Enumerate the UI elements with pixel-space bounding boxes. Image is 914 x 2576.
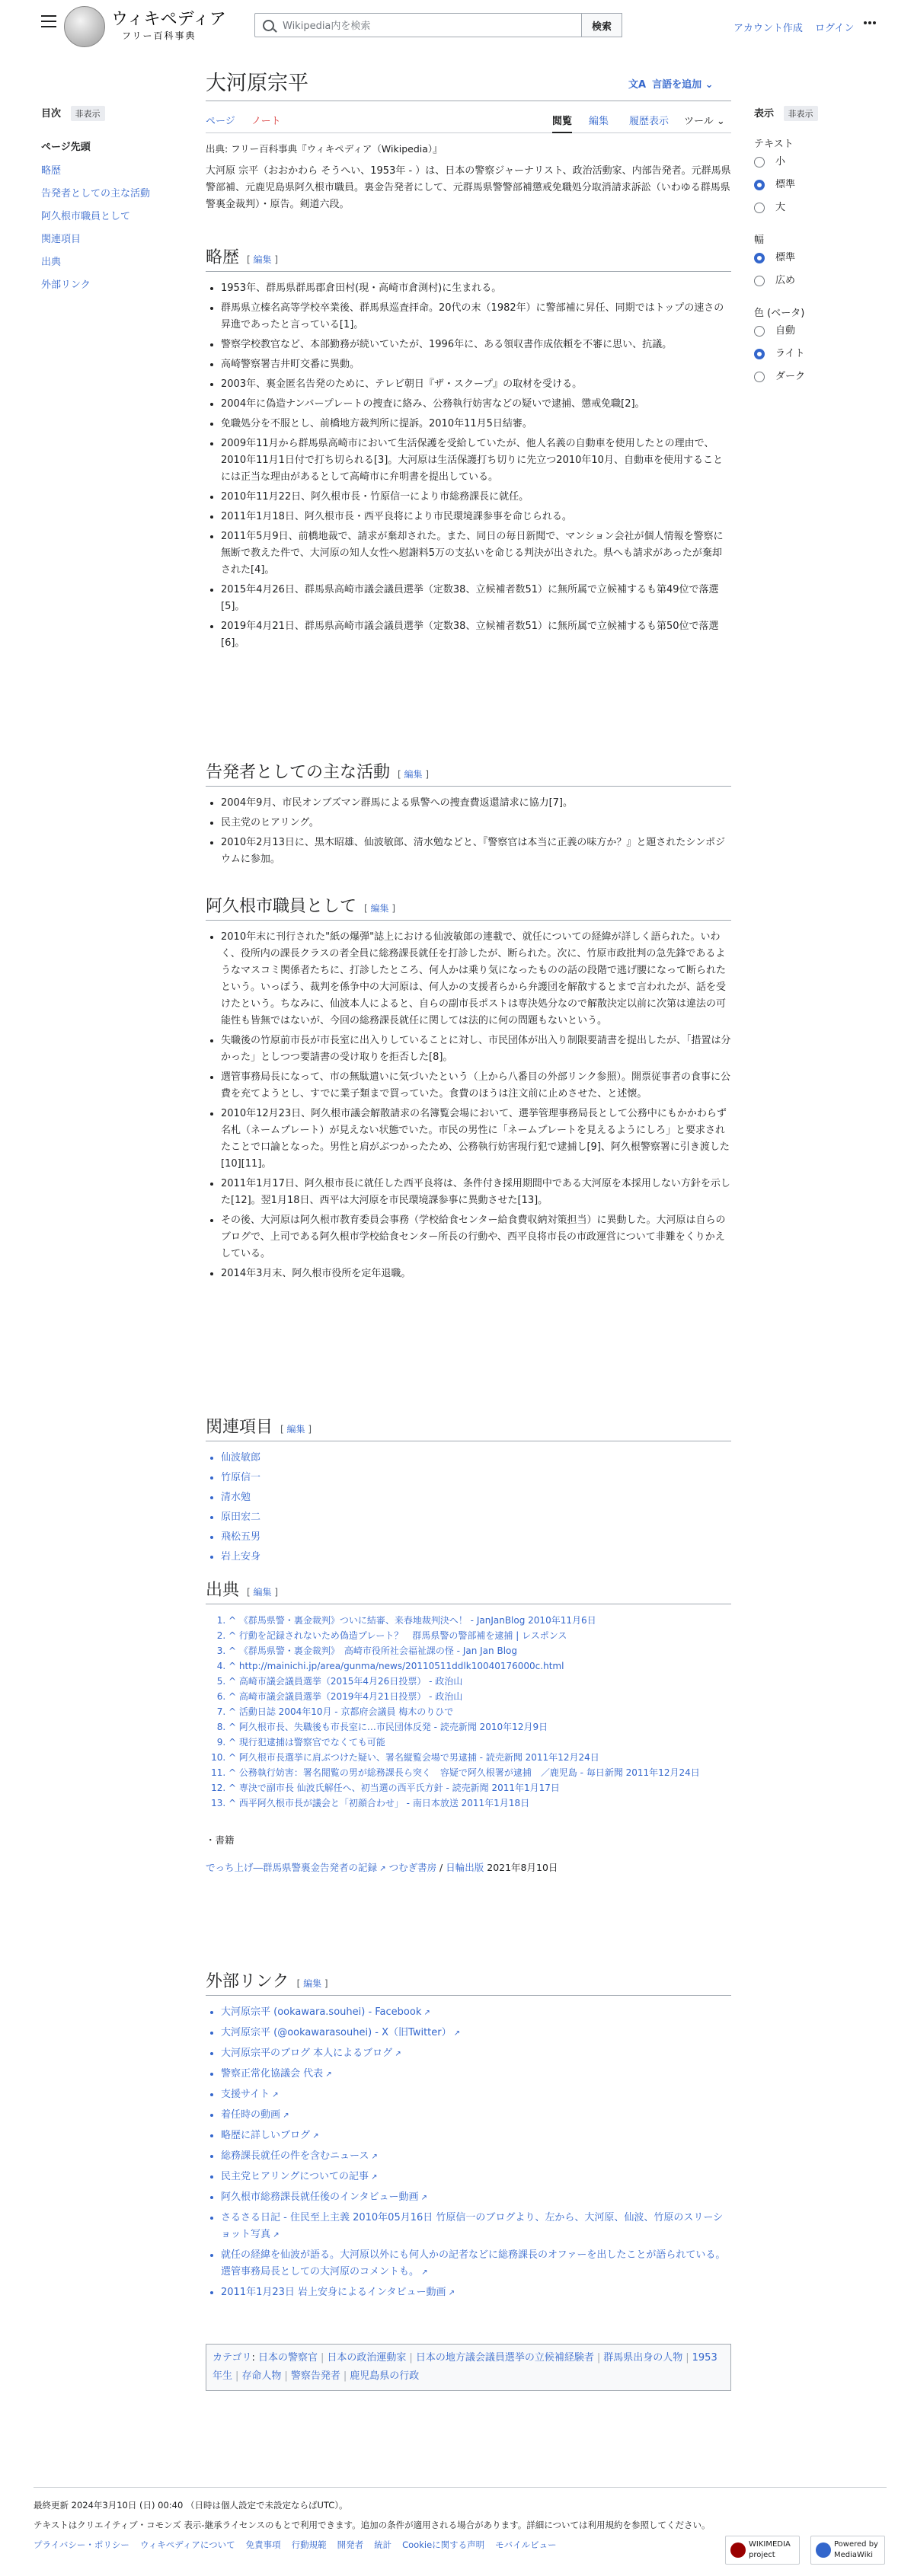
category-link[interactable]: 日本の地方議会議員選挙の立候補経験者 (415, 2352, 594, 2364)
add-language-button[interactable]: 文A 言語を追加 ⌄ (628, 79, 714, 91)
list-item: • 民主党のヒアリング。 (221, 815, 731, 832)
external-link[interactable]: • 大河原宗平 (ookawara.souhei) - Facebook ↗ (221, 2004, 731, 2022)
footer-link[interactable]: モバイルビュー (495, 2539, 557, 2550)
tab-tools[interactable]: ツール ⌄ (684, 116, 725, 127)
list-item: • 2010年2月13日に、黒木昭雄、仙波敏郎、清水勉などと、『警察官は本当に正義の味方か？』と題されたシンポジウムに参加。 (221, 835, 731, 868)
edit-section-link[interactable]: 編集 (303, 1978, 322, 1989)
text-size-small-option[interactable]: 小 (754, 151, 891, 174)
books-block: ・書籍 でっち上げ―群馬県警裏金告発者の記録 ↗ つむぎ書房 / 日輪出版 2021年8月10日 (206, 1832, 731, 1878)
reference-item[interactable]: 9. ^ 現行犯逮捕は警察官でなくても可能 (228, 1735, 731, 1750)
wikimedia-badge[interactable]: WIKIMEDIA project (725, 2536, 800, 2565)
list-item: • 2011年1月17日、阿久根市長に就任した西平良将は、条件付き採用期間中である大河原を本採用しない方針を示した[12]。翌1月18日、西平は大河原を市民環境課参事に異動させた[13]。 (221, 1176, 731, 1209)
list-item: • 群馬県立榛名高等学校卒業後、群馬県巡査拝命。20代の末（1982年）に警部補に昇任、同期ではトップの速さの昇進であったと言っている[1]。 (221, 300, 731, 334)
radio-icon[interactable] (754, 276, 765, 286)
radio-selected-icon[interactable] (754, 253, 765, 263)
appearance-title: 表示 (754, 108, 775, 120)
reference-item[interactable]: 5. ^ 高崎市議会議員選挙（2015年4月26日投票） - 政治山 (228, 1674, 731, 1689)
intro-paragraph: 大河原 宗平（おおかわら そうへい、1953年 - ）は、日本の警察ジャーナリスト、政治活動家、内部告発者。元群馬県警部補、元鹿児島県阿久根市職員。裏金告発者にして、元群馬県警警部補懲戒免職処分取消請求訴訟（いわゆる群馬県警裏金裁判）・原告。剣道六段。 (206, 165, 731, 210)
reference-item[interactable]: 13. ^ 西平阿久根市長が議会と「初顔合わせ」 - 南日本放送 2011年1月18日 (228, 1796, 731, 1811)
site-header (0, 0, 914, 50)
reference-item[interactable]: 3. ^ 《群馬県警・裏金裁判》 高崎市役所社会福祉課の怪 - Jan Jan Blog (228, 1643, 731, 1658)
related-link[interactable]: • 飛松五男 (221, 1529, 731, 1546)
category-separator: | (235, 2370, 239, 2382)
table-of-contents (41, 105, 186, 297)
career-list (206, 280, 731, 655)
list-item: • 1953年、群馬県群馬郡倉田村(現・高崎市倉渕村)に生まれる。 (221, 280, 731, 297)
reference-item[interactable]: 4. ^ http://mainichi.jp/area/gunma/news/20110511ddlk10040176000c.html (228, 1658, 731, 1674)
footer-link[interactable]: Cookieに関する声明 (402, 2539, 485, 2550)
book-date: 2021年8月10日 (487, 1862, 558, 1873)
edit-section-link[interactable]: 編集 (253, 254, 272, 265)
list-item: • 2019年4月21日、群馬県高崎市議会議員選挙（定数38、立候補者数51）に無所属で立候補するも第50位で落選[6]。 (221, 618, 731, 652)
book-publisher-link[interactable]: 日輪出版 (446, 1862, 484, 1873)
page-title: 大河原宗平 (206, 72, 308, 95)
mediawiki-badge[interactable]: Powered by MediaWiki (810, 2536, 885, 2565)
list-item: • 2010年12月23日、阿久根市議会解散請求の名簿覧会場において、選挙管理事務局長として公務中にもかかわらず名札（ネームプレート）が見えない状態でいた。市民の男性に「ネームプレートを見えるようにしろ」と要求されたことで口論となった。男性と肩がぶつかったため、公務執行妨害現行犯で逮捕し[9]、阿久根警察署に引き渡した[10][11]。 (221, 1106, 731, 1173)
mediawiki-logo-icon (816, 2542, 831, 2558)
tab-article[interactable]: ページ (206, 116, 235, 127)
tab-history[interactable]: 履歴表示 (629, 116, 670, 127)
reference-item[interactable]: 12. ^ 専決で副市長 仙波氏解任へ、初当選の西平氏方針 - 読売新聞 2011年1月17日 (228, 1780, 731, 1796)
section-heading-whistleblower: 告発者としての主な活動 [ 編集 ] (206, 760, 731, 787)
category-box: カテゴリ: 日本の警察官 | 日本の政治運動家 | 日本の地方議会議員選挙の立候補経験者 | 群馬県出身の人物 | 1953年生 | 存命人物 | 警察告発者 | 鹿児島県の行政 (206, 2344, 731, 2391)
category-link[interactable]: 日本の政治運動家 (327, 2352, 407, 2364)
wikimedia-logo-icon (730, 2542, 746, 2558)
toc-hide-button[interactable]: 非表示 (71, 106, 105, 121)
footer-link[interactable]: 行動規範 (291, 2539, 327, 2550)
search-box (254, 13, 582, 37)
reference-list (206, 1613, 731, 1811)
page-tabs (206, 108, 731, 133)
external-link[interactable]: • 警察正常化協議会 代表 ↗ (221, 2066, 731, 2083)
category-separator: | (409, 2352, 413, 2364)
toc-title: 目次 (41, 108, 62, 120)
whistleblower-list (206, 795, 731, 871)
reference-item[interactable]: 11. ^ 公務執行妨害：署名閲覧の男が総務課長ら突く 容疑で阿久根署が逮捕 ／鹿児島 - 毎日新聞 2011年12月24日 (228, 1765, 731, 1780)
category-link[interactable]: 存命人物 (241, 2370, 282, 2382)
list-item: • 2004年9月、市民オンブズマン群馬による県警への捜査費返還請求に協力[7]。 (221, 795, 731, 812)
text-size-large-option[interactable]: 大 (754, 196, 891, 219)
reference-item[interactable]: 10. ^ 阿久根市長選挙に肩ぶつけた疑い、署名縦覧会場で男逮捕 - 読売新聞 2011年12月24日 (228, 1750, 731, 1765)
radio-selected-icon[interactable] (754, 180, 765, 190)
list-item: • 2014年3月末、阿久根市役所を定年退職。 (221, 1266, 731, 1282)
license-notice: テキストはクリエイティブ・コモンズ 表示-継承ライセンスのもとで利用できます。追加の条件が適用される場合があります。詳細については利用規約を参照してください。 (34, 2520, 711, 2530)
reference-item[interactable]: 2. ^ 行動を記録されないため偽造プレート？ 群馬県警の警部補を逮捕 | レスポンス (228, 1628, 731, 1643)
toc-item-top[interactable]: ページ先頭 (41, 142, 91, 153)
search-button[interactable]: 検索 (581, 13, 622, 37)
external-link[interactable]: • 阿久根市総務課長就任後のインタビュー動画 ↗ (221, 2189, 731, 2207)
list-item: • 高崎警察署吉井町交番に異動。 (221, 356, 731, 373)
books-label: 書籍 (215, 1834, 235, 1846)
list-item: • 2004年に偽造ナンバープレートの捜査に絡み、公務執行妨害などの疑いで逮捕、懲戒免職[2]。 (221, 396, 731, 413)
text-size-label: テキスト (754, 139, 794, 150)
logo-subtitle: フリー百科事典 (122, 30, 197, 41)
book-title-link[interactable]: でっち上げ―群馬県警裏金告発者の記録 ↗ (206, 1862, 386, 1873)
category-separator: | (284, 2370, 288, 2382)
category-separator: | (686, 2352, 689, 2364)
external-link[interactable]: • 民主党ヒアリングについての記事 ↗ (221, 2169, 731, 2186)
width-standard-option[interactable]: 標準 (754, 247, 891, 270)
category-separator: | (596, 2352, 601, 2364)
color-label: 色 (ベータ) (754, 308, 805, 319)
external-links-list (206, 2004, 731, 2305)
radio-selected-icon[interactable] (754, 349, 765, 359)
main-menu-icon[interactable] (41, 15, 56, 27)
toc-item-sources[interactable]: 出典 (41, 257, 62, 268)
footer-link[interactable]: 開発者 (337, 2539, 364, 2550)
related-link[interactable]: • 竹原信一 (221, 1470, 731, 1486)
tab-edit[interactable]: 編集 (589, 116, 609, 127)
list-item: • 2015年4月26日、群馬県高崎市議会議員選挙（定数38、立候補者数51）に無所属で立候補するも第49位で落選[5]。 (221, 582, 731, 615)
toc-item-related[interactable]: 関連項目 (41, 234, 81, 245)
section-heading-related: 関連項目 [ 編集 ] (206, 1415, 731, 1441)
tab-read[interactable]: 閲覧 (552, 113, 572, 133)
section-heading-sources: 出典 [ 編集 ] (206, 1578, 731, 1604)
list-item: • 失職後の竹原前市長が市長室に出入りしていることに対し、市民団体が出入り制限要請書を提出したが、「措置は分かった」としつつ要請書の受け取りを拒否した[8]。 (221, 1033, 731, 1066)
list-item: • 2011年5月9日、前橋地裁で、請求が棄却された。また、同日の毎日新聞で、マンション会社が個人情報を警察に無断で教えた件で、大河原の知人女性へ慰謝料5万の支払いを命じる判決が出された。県へも請求があったが棄却された[4]。 (221, 528, 731, 579)
category-link[interactable]: 群馬県出身の人物 (603, 2352, 683, 2364)
search-icon (263, 20, 274, 31)
radio-icon[interactable] (754, 203, 765, 213)
color-auto-option[interactable]: 自動 (754, 320, 891, 343)
category-separator: | (321, 2352, 324, 2364)
external-link[interactable]: • 略歴に詳しいブログ ↗ (221, 2128, 731, 2145)
section-heading-external: 外部リンク [ 編集 ] (206, 1969, 731, 1996)
akune-list (206, 929, 731, 1285)
external-link[interactable]: • 着任時の動画 ↗ (221, 2107, 731, 2124)
appearance-hide-button[interactable]: 非表示 (784, 106, 818, 121)
list-item: • 警察学校教官など、本部勤務が続いていたが、1996年に、ある領収書作成依頼を不審に思い、抗議。 (221, 337, 731, 353)
toc-item-external[interactable]: 外部リンク (41, 279, 91, 291)
category-link[interactable]: 1953年生 (213, 2352, 717, 2382)
categories-label[interactable]: カテゴリ (213, 2352, 252, 2364)
edit-section-link[interactable]: 編集 (370, 903, 389, 914)
article (206, 69, 731, 2382)
color-light-option[interactable]: ライト (754, 343, 891, 365)
footer-link[interactable]: ウィキペディアについて (139, 2539, 235, 2550)
edit-section-link[interactable]: 編集 (404, 769, 423, 780)
language-icon: 文A (628, 79, 647, 91)
related-link[interactable]: • 岩上安身 (221, 1549, 731, 1566)
toc-item-career[interactable]: 略歴 (41, 165, 62, 177)
reference-item[interactable]: 6. ^ 高崎市議会議員選挙（2019年4月21日投票） - 政治山 (228, 1689, 731, 1704)
related-list (206, 1450, 731, 1569)
category-separator: | (343, 2370, 347, 2382)
footer-link[interactable]: 免責事項 (245, 2539, 281, 2550)
wikipedia-globe-logo[interactable] (64, 6, 105, 47)
source-line: 出典: フリー百科事典『ウィキペディア（Wikipedia）』 (206, 143, 443, 155)
external-link[interactable]: • さるさる日記 - 住民至上主義 2010年05月16日 竹原信一のブログより、左から、大河原、仙波、竹原のスリーショット写真 ↗ (221, 2210, 731, 2244)
section-heading-career: 略歴 [ 編集 ] (206, 245, 731, 272)
book-author-link[interactable]: つむぎ書房 (388, 1862, 437, 1873)
external-link[interactable]: • 支援サイト ↗ (221, 2086, 731, 2104)
edit-section-link[interactable]: 編集 (253, 1587, 272, 1598)
edit-section-link[interactable]: 編集 (286, 1424, 305, 1435)
related-link[interactable]: • 清水勉 (221, 1489, 731, 1506)
width-label: 幅 (754, 235, 765, 246)
external-link[interactable]: • 2011年1月23日 岩上安身によるインタビュー動画 ↗ (221, 2284, 731, 2302)
related-link[interactable]: • 原田宏二 (221, 1509, 731, 1526)
login-link[interactable]: ログイン (815, 23, 855, 34)
external-link[interactable]: • 大河原宗平のブログ 本人によるブログ ↗ (221, 2045, 731, 2063)
reference-item[interactable]: 1. ^ 《群馬県警・裏金裁判》ついに結審、来春地裁判決へ！ - JanJanBlog 2010年11月6日 (228, 1613, 731, 1628)
list-item: • 2003年、裏金匿名告発のために、テレビ朝日『ザ・スクープ』の取材を受ける。 (221, 376, 731, 393)
text-size-standard-option[interactable]: 標準 (754, 174, 891, 196)
width-wide-option[interactable]: 広め (754, 270, 891, 292)
list-item: • 2010年末に刊行された"紙の爆弾"誌上における仙波敏郎の連載で、就任についての経緯が詳しく語られた。いわく、役所内の課長クラスの者全員に総務課長就任を打診したが、断られた。次に、竹原市政批判の急先鋒であるようなマスコミ関係者たちに、打診したところ、何人かは乗り気になったものの話の段階で逃げ腰になって断られたという。いっぽう、裁判を係争中の大河原は、何人かの支援者らから弁護団を解散するとまで言われたが、話を受けたという。ちなみに、仙波本人によると、自らの副市長ポストは専決処分なので解散決定以前に次第は違法の可能性も皆無ではないが、今回の総務課長就任に関しては法的に何の問題もないという。 (221, 929, 731, 1029)
list-item: • 免職処分を不服とし、前橋地方裁判所に提訴。2010年11月5日結審。 (221, 416, 731, 433)
section-heading-akune: 阿久根市職員として [ 編集 ] (206, 894, 731, 921)
logo-title[interactable]: ウィキペディア (111, 10, 226, 29)
more-menu-icon[interactable] (861, 18, 877, 30)
footer-link[interactable]: 統計 (374, 2539, 392, 2550)
appearance-panel (754, 105, 891, 388)
reference-item[interactable]: 8. ^ 阿久根市長、失職後も市長室に…市民団体反発 - 読売新聞 2010年12月9日 (228, 1719, 731, 1735)
radio-icon[interactable] (754, 372, 765, 382)
category-link[interactable]: 日本の警察官 (258, 2352, 318, 2364)
list-item: • 選管事務局長になって、市の無駄遣いに気づいたという（上から八番目の外部リンク参照）。開票従事者の食事に公費を充てようとし、すでに業子類まで買っていた。食費のほうは注文前に止めさせた、と述懐。 (221, 1069, 731, 1103)
external-link[interactable]: • 大河原宗平 (@ookawarasouhei) - X（旧Twitter） ↗ (221, 2025, 731, 2042)
footer-divider (34, 2487, 887, 2488)
create-account-link[interactable]: アカウント作成 (733, 23, 803, 34)
category-link[interactable]: 鹿児島県の行政 (350, 2370, 420, 2382)
list-item: • 2010年11月22日、阿久根市長・竹原信一により市総務課長に就任。 (221, 489, 731, 506)
footer-link[interactable]: プライバシー・ポリシー (34, 2539, 129, 2550)
tab-talk[interactable]: ノート (251, 116, 281, 127)
list-item: • 2011年1月18日、阿久根市長・西平良将により市民環境課参事を命じられる。 (221, 509, 731, 525)
color-dark-option[interactable]: ダーク (754, 365, 891, 388)
radio-icon[interactable] (754, 157, 765, 168)
list-item: • その後、大河原は阿久根市教育委員会事務（学校給食センター給食費収納対策担当）に異動した。大河原は自らのブログで、上司である阿久根市学校給食センター所長の行動や、西平良将市長の市政運営について非難をくりかえしている。 (221, 1212, 731, 1262)
external-link[interactable]: • 総務課長就任の件を含むニュース ↗ (221, 2148, 731, 2166)
radio-icon[interactable] (754, 326, 765, 337)
external-link[interactable]: • 就任の経緯を仙波が語る。大河原以外にも何人かの記者などに総務課長のオファーを出したことが語られている。選管事務局長としての大河原のコメントも。 ↗ (221, 2247, 731, 2281)
related-link[interactable]: • 仙波敏郎 (221, 1450, 731, 1467)
toc-item-whistleblower[interactable]: 告発者としての主な活動 (41, 188, 151, 200)
reference-item[interactable]: 7. ^ 活動日誌 2004年10月 - 京都府会議員 梅木のりひで (228, 1704, 731, 1719)
toc-item-akune[interactable]: 阿久根市職員として (41, 211, 131, 222)
last-edit: 最終更新 2024年3月10日 (日) 00:40 （日時は個人設定で未設定ならばUTC）。 (34, 2500, 348, 2511)
search-input[interactable] (281, 17, 581, 35)
list-item: • 2009年11月から群馬県高崎市において生活保護を受給していたが、他人名義の自動車を使用したとの理由で、2010年11月1日付で打ち切られる[3]。大河原は生活保護打ち切りに先立つ2010年10月、自動車を使用することには正当な理由があるとして高崎市に弁明書を提出している。 (221, 436, 731, 486)
category-link[interactable]: 警察告発者 (290, 2370, 340, 2382)
